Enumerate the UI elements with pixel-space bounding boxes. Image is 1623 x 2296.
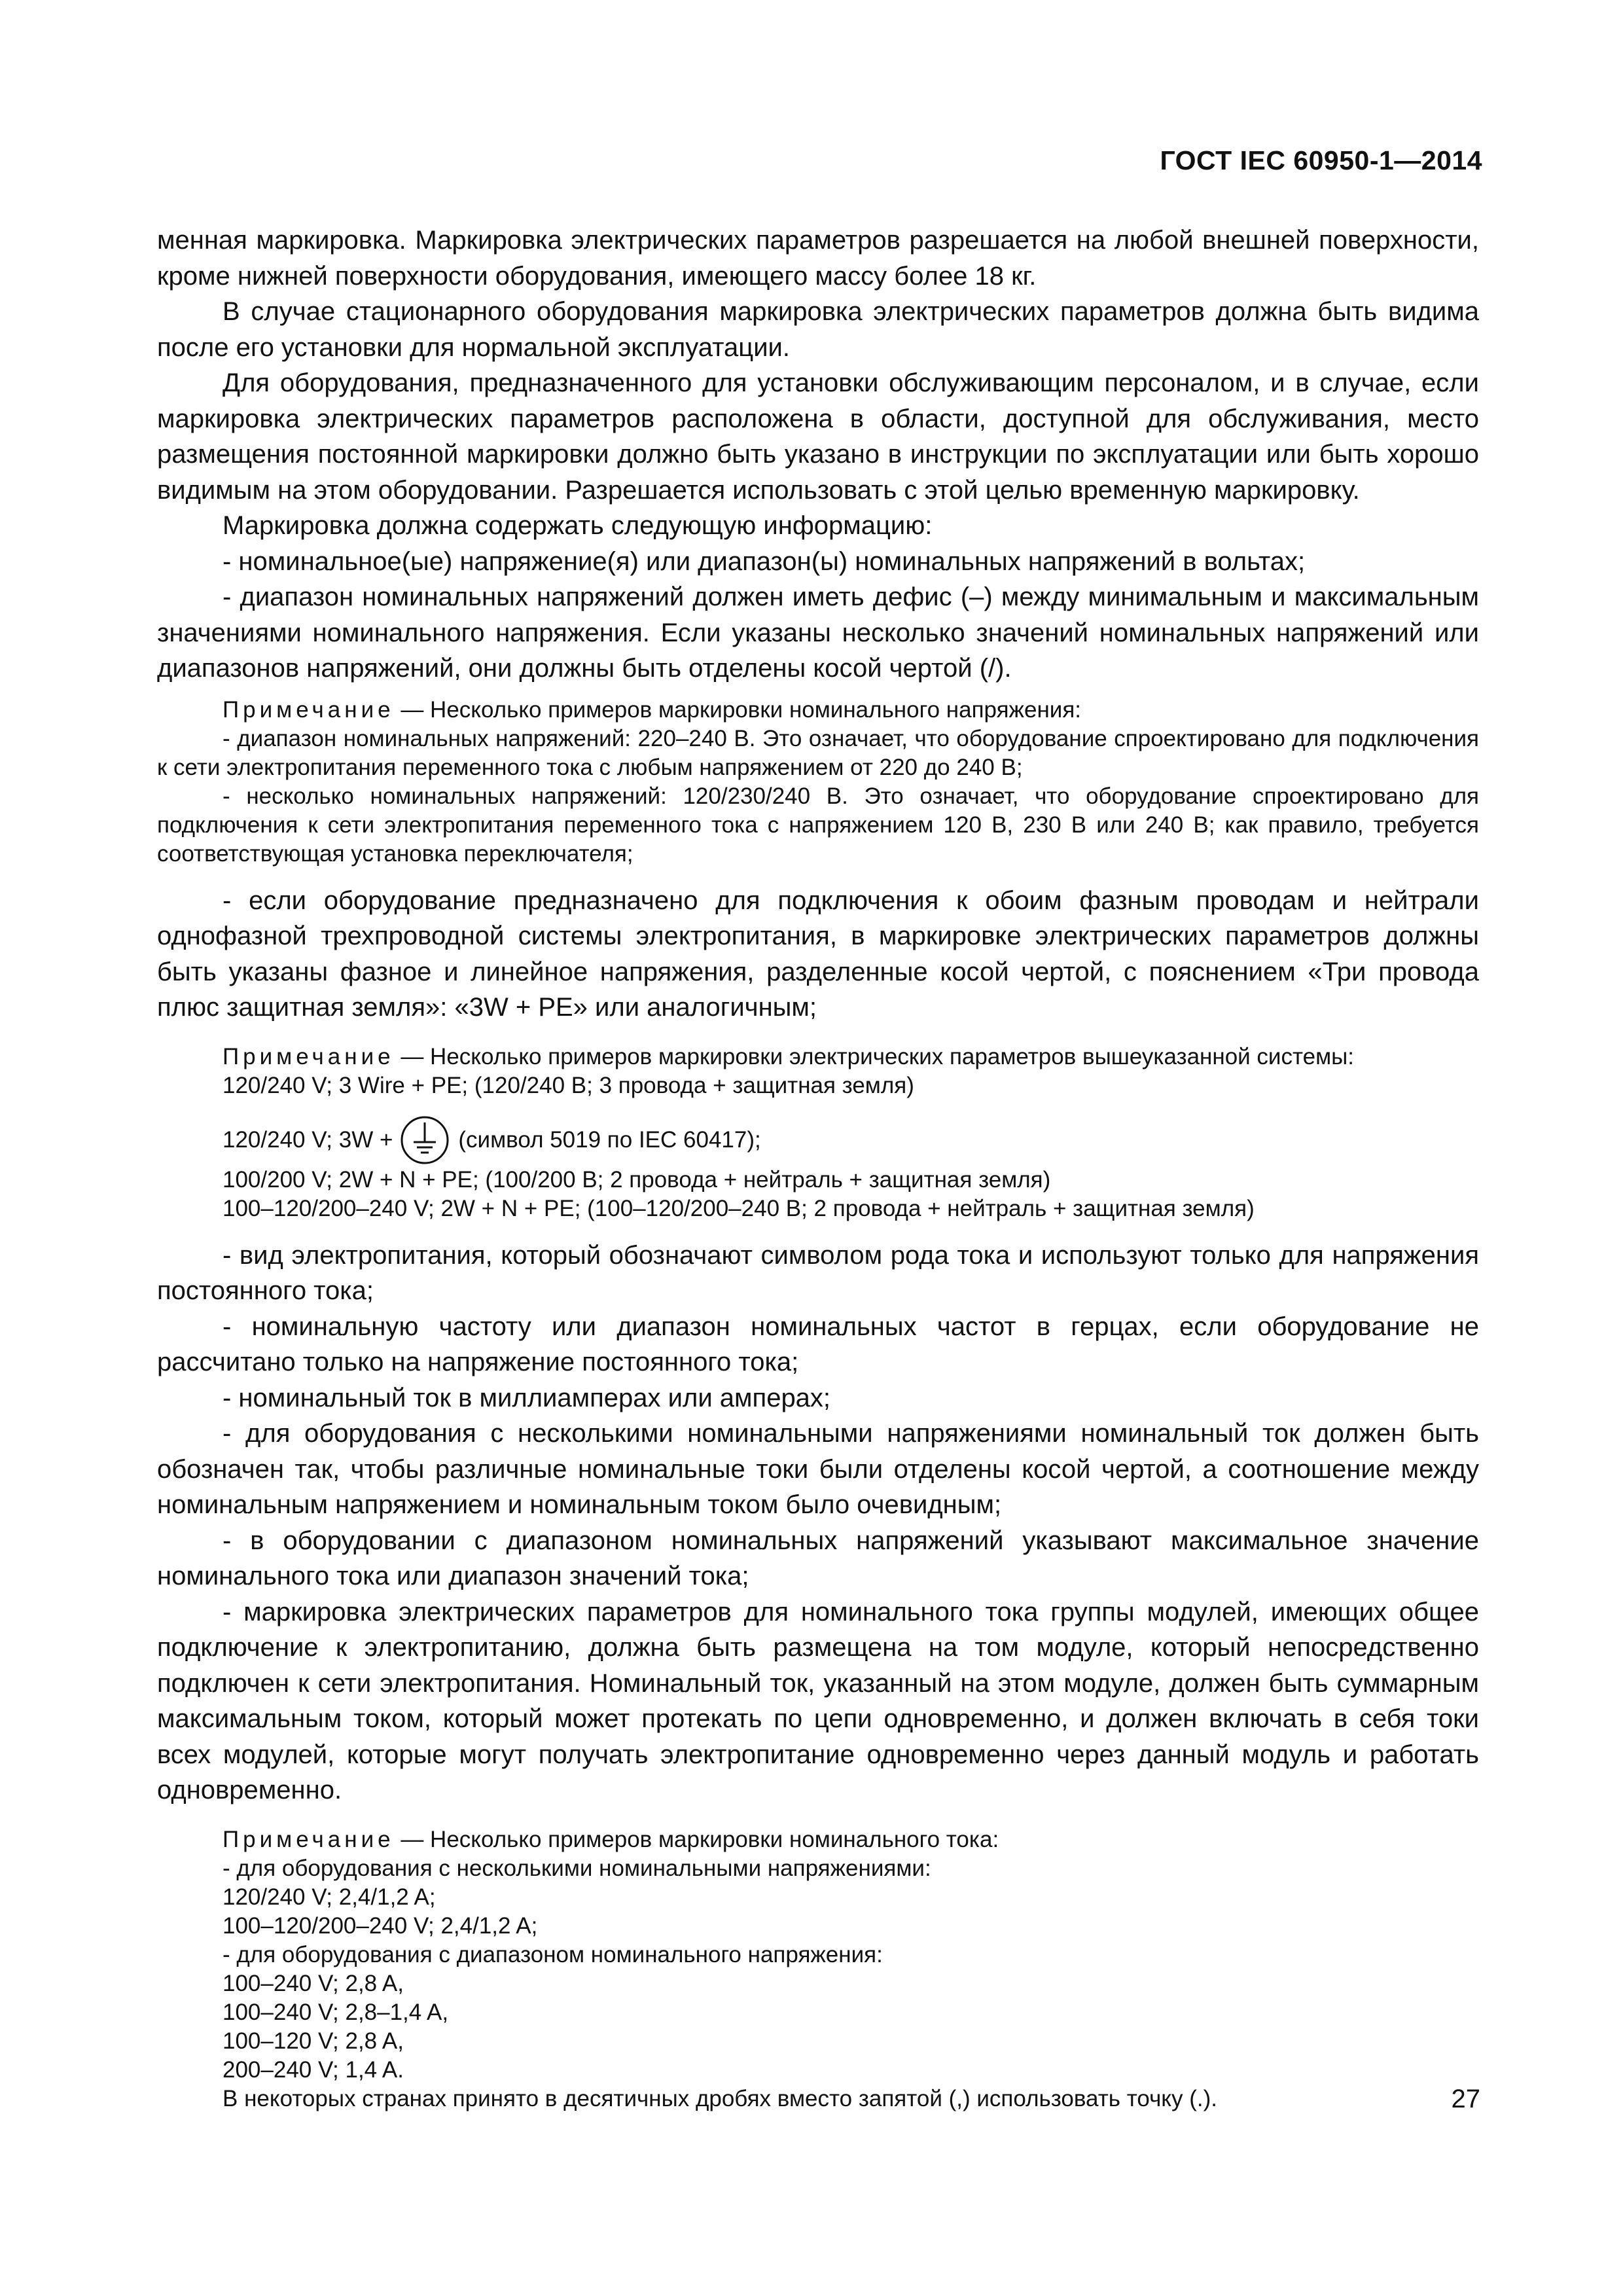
list-item: - для оборудования с несколькими номинальными напряжениями номинальный ток должен быть обозначен так, чтобы различные номинальные токи были отделены косой чертой, а соотношение между номинальным напряжением и номинальным током было очевидным; <box>157 1419 1479 1519</box>
note-system <box>157 1043 1479 1223</box>
note-current <box>157 1825 1479 2113</box>
list-item: - в оборудовании с диапазоном номинальных напряжений указывают максимальное значение номинального тока или диапазон значений тока; <box>157 1526 1479 1590</box>
note-label: Примечание <box>223 696 395 723</box>
paragraph: В случае стационарного оборудования маркировка электрических параметров должна быть видима после его установки для нормальной эксплуатации. <box>157 297 1479 362</box>
note-label: Примечание <box>223 1043 395 1069</box>
note-line: 100–120/200–240 V; 2W + N + PE; (100–120/200–240 В; 2 провода + нейтраль + защитная земля) <box>223 1195 1255 1221</box>
earth-suffix: (символ 5019 по IEC 60417); <box>458 1126 761 1153</box>
note-line: 200–240 V; 1,4 A. <box>223 2056 404 2083</box>
earth-example-line <box>157 1115 1479 1166</box>
note-heading <box>157 1043 1479 1071</box>
earth-prefix: 120/240 V; 3W + <box>223 1126 393 1153</box>
document-body <box>157 223 1479 2128</box>
list-item: - вид электропитания, который обозначают символом рода тока и используют только для напряжения постоянного тока; <box>157 1240 1479 1305</box>
protective-earth-icon <box>399 1115 450 1166</box>
document-header: ГОСТ IEC 60950-1—2014 <box>1160 145 1482 175</box>
note-intro: — Несколько примеров маркировки электрических параметров вышеуказанной системы: <box>401 1043 1355 1069</box>
note-line: - для оборудования с диапазоном номинального напряжения: <box>223 1941 883 1967</box>
note-line: 100–120 V; 2,8 A, <box>223 2028 404 2054</box>
note-line: 100–120/200–240 V; 2,4/1,2 A; <box>223 1912 538 1939</box>
note-line: 100–240 V; 2,8–1,4 A, <box>223 1999 449 2025</box>
list-item: - номинальную частоту или диапазон номинальных частот в герцах, если оборудование не рассчитано только на напряжение постоянного тока; <box>157 1312 1479 1376</box>
note-line: 100/200 V; 2W + N + PE; (100/200 В; 2 провода + нейтраль + защитная земля) <box>223 1166 1051 1193</box>
list-item: - номинальное(ые) напряжение(я) или диапазон(ы) номинальных напряжений в вольтах; <box>223 547 1306 576</box>
note-voltage <box>157 696 1479 869</box>
note-heading <box>157 1825 1479 1854</box>
note-heading <box>157 696 1479 725</box>
note-intro: — Несколько примеров маркировки номинального напряжения: <box>394 696 1081 723</box>
paragraph: Маркировка должна содержать следующую информацию: <box>223 511 933 540</box>
paragraph: менная маркировка. Маркировка электрических параметров разрешается на любой внешней поверхности, кроме нижней поверхности оборудования, имеющего массу более 18 кг. <box>157 226 1479 291</box>
note-line: 120/240 V; 2,4/1,2 A; <box>223 1884 436 1910</box>
note-line: 120/240 V; 3 Wire + PE; (120/240 В; 3 провода + защитная земля) <box>223 1072 914 1098</box>
note-line: 100–240 V; 2,8 A, <box>223 1970 404 1996</box>
list-item: - номинальный ток в миллиамперах или амперах; <box>223 1383 831 1412</box>
note-line: - для оборудования с несколькими номинальными напряжениями: <box>223 1855 931 1881</box>
note-label: Примечание <box>223 1826 395 1852</box>
note-intro: — Несколько примеров маркировки номинального тока: <box>401 1826 999 1852</box>
list-item: - если оборудование предназначено для подключения к обоим фазным проводам и нейтрали однофазной трехпроводной системы электропитания, в маркировке электрических параметров должны быть указаны фазное и линейное напряжения, разделенные косой чертой, с пояснением «Три провода плюс защитная земля»: «3W + PE» или аналогичным; <box>157 886 1479 1022</box>
list-item: - диапазон номинальных напряжений должен иметь дефис (–) между минимальным и максимальным значениями номинального напряжения. Если указаны несколько значений номинальных напряжений или диапазонов напряжений, они должны быть отделены косой чертой (/). <box>157 583 1479 683</box>
paragraph: Для оборудования, предназначенного для установки обслуживающим персоналом, и в случае, если маркировка электрических параметров расположена в области, доступной для обслуживания, место размещения постоянной маркировки должно быть указано в инструкции по эксплуатации или быть хорошо видимым на этом оборудовании. Разрешается использовать с этой целью временную маркировку. <box>157 368 1479 505</box>
note-line: В некоторых странах принято в десятичных дробях вместо запятой (,) использовать точку (.). <box>223 2085 1217 2111</box>
note-item: - диапазон номинальных напряжений: 220–240 В. Это означает, что оборудование спроектировано для подключения к сети электропитания переменного тока с любым напряжением от 220 до 240 В; <box>157 725 1479 780</box>
list-item: - маркировка электрических параметров для номинального тока группы модулей, имеющих общее подключение к электропитанию, должна быть размещена на том модуле, который непосредственно подключен к сети электропитания. Номинальный ток, указанный на этом модуле, должен быть суммарным максимальным током, который может протекать по цепи одновременно, и должен включать в себя токи всех модулей, которые могут получать электропитание одновременно через данный модуль и работать одновременно. <box>157 1597 1479 1804</box>
page-number: 27 <box>1451 2085 1480 2113</box>
note-item: - несколько номинальных напряжений: 120/230/240 В. Это означает, что оборудование спроектировано для подключения к сети электропитания переменного тока с напряжением 120 В, 230 В или 240 В; как правило, требуется соответствующая установка переключателя; <box>157 783 1479 867</box>
